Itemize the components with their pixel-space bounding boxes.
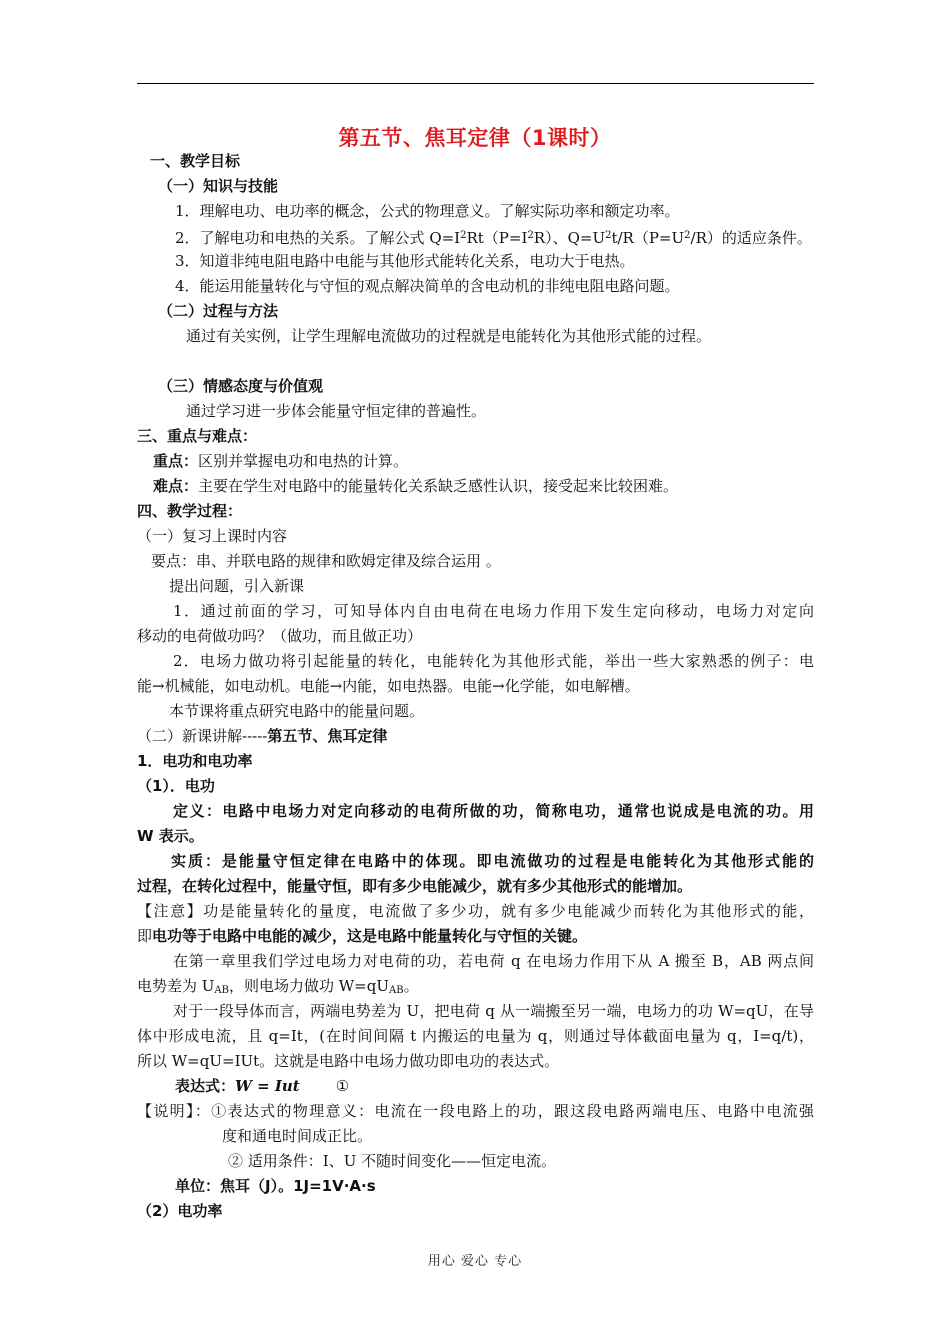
page-title: 第五节、焦耳定律（1课时） [338, 126, 612, 150]
segment-line-3: 所以 W=qU=IUt。这就是电路中电场力做功即电功的表达式。 [137, 1052, 560, 1070]
review-heading: （一）复习上课时内容 [137, 527, 288, 545]
chapter-one-line-1: 在第一章里我们学过电场力对电荷的功，若电荷 q 在电场力作用下从 A 搬至 B，AB 两点间 [173, 952, 814, 970]
ask-line: 提出问题，引入新课 [169, 577, 305, 595]
difficulty-line: 难点：主要在学生对电路中的能量转化关系缺乏感性认识，接受起来比较困难。 [153, 477, 679, 495]
note-line-1: 【注意】功是能量转化的量度，电流做了多少功，就有多少电能减少而转化为其他形式的能， [137, 902, 814, 920]
section-1-1-heading: （1）．电功 [137, 777, 215, 795]
knowledge-item-2: 2．了解电功和电热的关系。了解公式 $Q=I^2Rt(P=I^2R)$、$Q=U^2t/R(P=U^2/R)$的适应条件。 [175, 229, 812, 247]
knowledge-item-3: 3．知道非纯电阻电路中电能与其他形式能转化关系，电功大于电热。 [175, 252, 635, 270]
definition-line-2: W 表示。 [137, 827, 204, 845]
goals-heading: 一、教学目标 [150, 152, 241, 170]
definition-line-1: 定义：电路中电场力对定向移动的电荷所做的功，简称电功，通常也说成是电流的功。用 [173, 802, 814, 820]
new-lesson-line: （二）新课讲解-----第五节、焦耳定律 [137, 727, 388, 745]
expression-line: 表达式：W = Iut ① [175, 1077, 350, 1095]
explain-line-3: ② 适用条件：I、U 不随时间变化——恒定电流。 [228, 1152, 557, 1170]
explain-line-1: 【说明】：①表达式的物理意义：电流在一段电路上的功，跟这段电路两端电压、电路中电流强 [137, 1102, 814, 1120]
process-heading: （二）过程与方法 [158, 302, 279, 320]
emotion-heading: （三）情感态度与价值观 [158, 377, 324, 395]
section-1-2-heading: （2）电功率 [137, 1202, 223, 1220]
knowledge-heading: （一）知识与技能 [158, 177, 279, 195]
process-text: 通过有关实例，让学生理解电流做功的过程就是电能转化为其他形式能的过程。 [186, 327, 712, 345]
emotion-text: 通过学习进一步体会能量守恒定律的普遍性。 [186, 402, 487, 420]
question-2-line-2: 能→机械能，如电动机。电能→内能，如电热器。电能→化学能，如电解槽。 [137, 677, 640, 695]
teaching-heading: 四、教学过程： [137, 502, 243, 520]
knowledge-item-1: 1．理解电功、电功率的概念，公式的物理意义。了解实际功率和额定功率。 [175, 202, 680, 220]
unit-line: 单位：焦耳（J）。1J=1V·A·s [175, 1177, 376, 1195]
note-line-2: 即电功等于电路中电能的减少，这是电路中能量转化与守恒的关键。 [137, 927, 588, 945]
explain-line-2: 度和通电时间成正比。 [222, 1127, 373, 1145]
question-1-line-1: 1．通过前面的学习，可知导体内自由电荷在电场力作用下发生定向移动，电场力对定向 [173, 602, 814, 620]
focus-line: 重点：区别并掌握电功和电热的计算。 [153, 452, 409, 470]
section-1-heading: 1．电功和电功率 [137, 752, 253, 770]
chapter-one-line-2: 电势差为 $U_{AB}$，则电场力做功 $W=qU_{AB}$。 [137, 977, 419, 996]
segment-line-1: 对于一段导体而言，两端电势差为 U，把电荷 q 从一端搬至另一端，电场力的功 W=qU，在导 [173, 1002, 814, 1020]
essence-line-2: 过程，在转化过程中，能量守恒，即有多少电能减少，就有多少其他形式的能增加。 [137, 877, 693, 895]
essence-line-1: 实质：是能量守恒定律在电路中的体现。即电流做功的过程是电能转化为其他形式能的 [171, 852, 814, 870]
review-point: 要点：串、并联电路的规律和欧姆定律及综合运用 。 [151, 552, 501, 570]
segment-line-2: 体中形成电流，且 q=It，(在时间间隔 t 内搬运的电量为 q，则通过导体截面电量为 q，I=q/t)， [137, 1027, 814, 1045]
question-1-line-2: 移动的电荷做功吗？（做功，而且做正功） [137, 627, 423, 645]
focus-statement: 本节课将重点研究电路中的能量问题。 [169, 702, 425, 720]
header-rule [137, 83, 814, 84]
knowledge-item-4: 4．能运用能量转化与守恒的观点解决简单的含电动机的非纯电阻电路问题。 [175, 277, 680, 295]
question-2-line-1: 2．电场力做功将引起能量的转化，电能转化为其他形式能，举出一些大家熟悉的例子：电 [173, 652, 814, 670]
keypoints-heading: 三、重点与难点： [137, 427, 258, 445]
page-footer: 用心 爱心 专心 [427, 1254, 523, 1269]
